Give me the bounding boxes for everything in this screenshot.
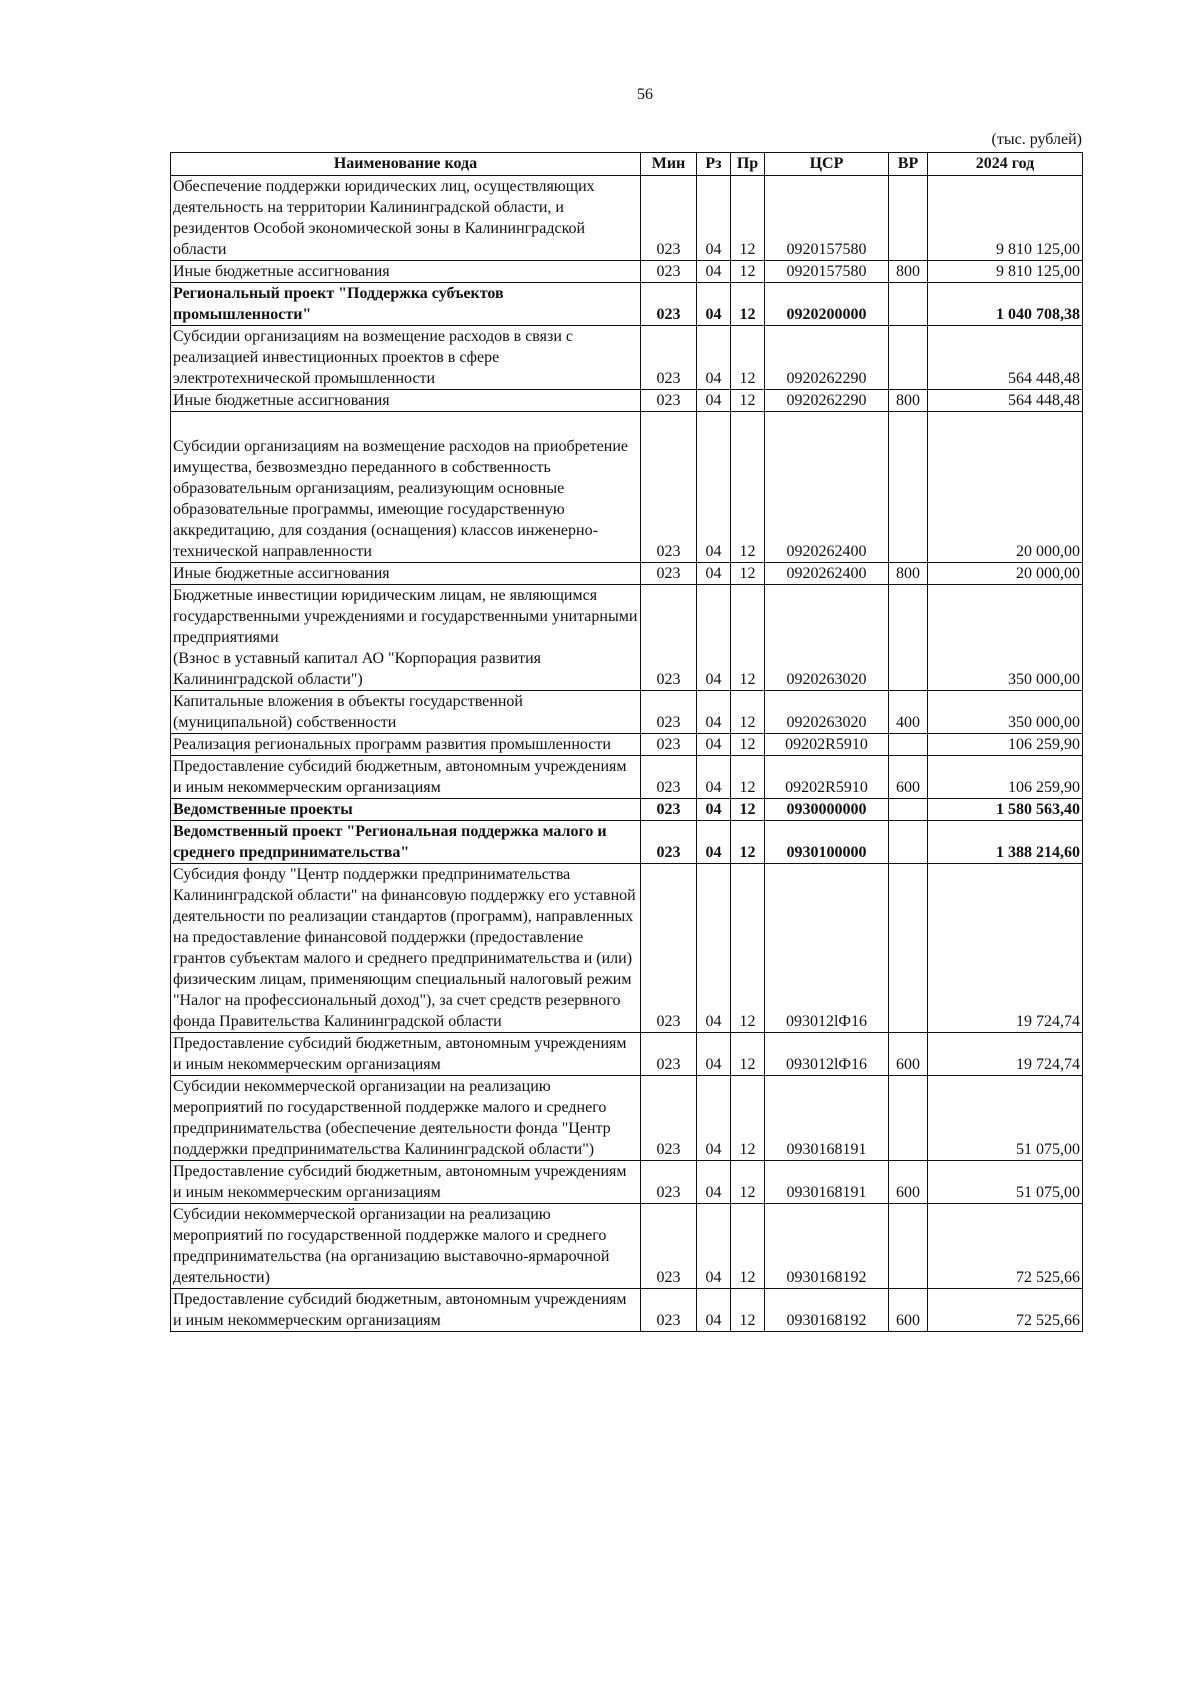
units-label: (тыс. рублей) xyxy=(991,131,1082,148)
header-csr: ЦСР xyxy=(765,153,889,176)
cell-name: Предоставление субсидий бюджетным, автономным учреждениям и иным некоммерческим организациям xyxy=(171,756,641,799)
cell-vr xyxy=(889,412,928,563)
cell-pr: 12 xyxy=(731,585,765,691)
cell-rz: 04 xyxy=(697,326,731,390)
cell-min: 023 xyxy=(641,799,697,821)
cell-rz: 04 xyxy=(697,1033,731,1076)
cell-rz: 04 xyxy=(697,1204,731,1289)
cell-rz: 04 xyxy=(697,283,731,326)
cell-name: Иные бюджетные ассигнования xyxy=(171,563,641,585)
table-row xyxy=(171,326,1083,390)
table-row xyxy=(171,756,1083,799)
cell-csr: 0920157580 xyxy=(765,176,889,261)
cell-amount: 72 525,66 xyxy=(928,1289,1083,1332)
cell-name: Ведомственные проекты xyxy=(171,799,641,821)
table-row xyxy=(171,864,1083,1033)
cell-vr: 800 xyxy=(889,261,928,283)
cell-min: 023 xyxy=(641,585,697,691)
cell-rz: 04 xyxy=(697,1076,731,1161)
cell-amount: 1 040 708,38 xyxy=(928,283,1083,326)
cell-min: 023 xyxy=(641,326,697,390)
table-row xyxy=(171,563,1083,585)
cell-csr: 0930168192 xyxy=(765,1204,889,1289)
cell-min: 023 xyxy=(641,412,697,563)
cell-name: Обеспечение поддержки юридических лиц, осуществляющих деятельность на территории Калининградской области, и резидентов Особой экономической зоны в Калининградской области xyxy=(171,176,641,261)
cell-amount: 1 580 563,40 xyxy=(928,799,1083,821)
cell-min: 023 xyxy=(641,691,697,734)
table-row xyxy=(171,1033,1083,1076)
cell-vr xyxy=(889,799,928,821)
table-row xyxy=(171,1204,1083,1289)
cell-min: 023 xyxy=(641,283,697,326)
cell-amount: 106 259,90 xyxy=(928,734,1083,756)
cell-rz: 04 xyxy=(697,756,731,799)
cell-vr xyxy=(889,1076,928,1161)
cell-vr xyxy=(889,283,928,326)
cell-rz: 04 xyxy=(697,176,731,261)
cell-csr: 0930168191 xyxy=(765,1161,889,1204)
cell-rz: 04 xyxy=(697,799,731,821)
cell-min: 023 xyxy=(641,821,697,864)
cell-csr: 093012lФ16 xyxy=(765,864,889,1033)
cell-vr: 800 xyxy=(889,390,928,412)
cell-amount: 51 075,00 xyxy=(928,1076,1083,1161)
cell-name: Предоставление субсидий бюджетным, автономным учреждениям и иным некоммерческим организациям xyxy=(171,1033,641,1076)
header-min: Мин xyxy=(641,153,697,176)
cell-amount: 72 525,66 xyxy=(928,1204,1083,1289)
cell-csr: 093012lФ16 xyxy=(765,1033,889,1076)
header-name: Наименование кода xyxy=(171,153,641,176)
cell-csr: 0930000000 xyxy=(765,799,889,821)
cell-rz: 04 xyxy=(697,864,731,1033)
cell-amount: 564 448,48 xyxy=(928,326,1083,390)
cell-pr: 12 xyxy=(731,1289,765,1332)
cell-min: 023 xyxy=(641,734,697,756)
cell-rz: 04 xyxy=(697,1161,731,1204)
cell-csr: 0920262400 xyxy=(765,563,889,585)
cell-min: 023 xyxy=(641,390,697,412)
table-row xyxy=(171,1076,1083,1161)
cell-name: Субсидия фонду "Центр поддержки предпринимательства Калининградской области" на финансовую поддержку его уставной деятельности по реализации стандартов (программ), направленных на предоставление финансовой поддержки (предоставление грантов субъектам малого и среднего предпринимательства и (или) физическим лицам, применяющим специальный налоговый режим "Налог на профессиональный доход"), за счет средств резервного фонда Правительства Калининградской области xyxy=(171,864,641,1033)
cell-min: 023 xyxy=(641,261,697,283)
cell-amount: 20 000,00 xyxy=(928,563,1083,585)
table-row xyxy=(171,821,1083,864)
header-vr: ВР xyxy=(889,153,928,176)
cell-min: 023 xyxy=(641,1289,697,1332)
cell-amount: 9 810 125,00 xyxy=(928,176,1083,261)
cell-pr: 12 xyxy=(731,734,765,756)
cell-rz: 04 xyxy=(697,563,731,585)
cell-pr: 12 xyxy=(731,1076,765,1161)
cell-vr: 800 xyxy=(889,563,928,585)
cell-vr xyxy=(889,734,928,756)
cell-amount: 19 724,74 xyxy=(928,864,1083,1033)
cell-csr: 0920157580 xyxy=(765,261,889,283)
cell-rz: 04 xyxy=(697,821,731,864)
cell-name: Субсидии некоммерческой организации на реализацию мероприятий по государственной поддержке малого и среднего предпринимательства (на организацию выставочно-ярмарочной деятельности) xyxy=(171,1204,641,1289)
header-rz: Рз xyxy=(697,153,731,176)
cell-name: Ведомственный проект "Региональная поддержка малого и среднего предпринимательства" xyxy=(171,821,641,864)
cell-vr: 400 xyxy=(889,691,928,734)
table-row xyxy=(171,691,1083,734)
cell-pr: 12 xyxy=(731,1161,765,1204)
cell-amount: 20 000,00 xyxy=(928,412,1083,563)
table-row xyxy=(171,412,1083,563)
cell-pr: 12 xyxy=(731,261,765,283)
table-row xyxy=(171,1161,1083,1204)
cell-min: 023 xyxy=(641,756,697,799)
cell-pr: 12 xyxy=(731,326,765,390)
cell-min: 023 xyxy=(641,864,697,1033)
cell-rz: 04 xyxy=(697,585,731,691)
table-row xyxy=(171,1289,1083,1332)
cell-name: Предоставление субсидий бюджетным, автономным учреждениям и иным некоммерческим организациям xyxy=(171,1161,641,1204)
cell-min: 023 xyxy=(641,1033,697,1076)
table-row xyxy=(171,799,1083,821)
cell-amount: 350 000,00 xyxy=(928,585,1083,691)
table-row xyxy=(171,261,1083,283)
cell-min: 023 xyxy=(641,1161,697,1204)
cell-rz: 04 xyxy=(697,734,731,756)
cell-pr: 12 xyxy=(731,799,765,821)
cell-csr: 0920262290 xyxy=(765,326,889,390)
cell-min: 023 xyxy=(641,563,697,585)
cell-pr: 12 xyxy=(731,412,765,563)
cell-amount: 9 810 125,00 xyxy=(928,261,1083,283)
cell-pr: 12 xyxy=(731,864,765,1033)
cell-vr xyxy=(889,1204,928,1289)
cell-pr: 12 xyxy=(731,563,765,585)
cell-csr: 0920263020 xyxy=(765,585,889,691)
cell-pr: 12 xyxy=(731,390,765,412)
cell-vr xyxy=(889,821,928,864)
header-year: 2024 год xyxy=(928,153,1083,176)
cell-name: Субсидии некоммерческой организации на реализацию мероприятий по государственной поддержке малого и среднего предпринимательства (обеспечение деятельности фонда "Центр поддержки предпринимательства Калининградской области") xyxy=(171,1076,641,1161)
cell-pr: 12 xyxy=(731,1033,765,1076)
cell-name: Иные бюджетные ассигнования xyxy=(171,261,641,283)
cell-name: Субсидии организациям на возмещение расходов в связи с реализацией инвестиционных проектов в сфере электротехнической промышленности xyxy=(171,326,641,390)
cell-vr: 600 xyxy=(889,756,928,799)
cell-name: Бюджетные инвестиции юридическим лицам, не являющимся государственными учреждениями и государственными унитарными предприятиями (Взнос в уставный капитал АО "Корпорация развития Калининградской области") xyxy=(171,585,641,691)
cell-amount: 564 448,48 xyxy=(928,390,1083,412)
cell-min: 023 xyxy=(641,1204,697,1289)
cell-rz: 04 xyxy=(697,261,731,283)
cell-pr: 12 xyxy=(731,1204,765,1289)
cell-vr xyxy=(889,864,928,1033)
table-row xyxy=(171,390,1083,412)
cell-vr xyxy=(889,176,928,261)
page-number: 56 xyxy=(637,86,653,103)
cell-name: Субсидии организациям на возмещение расходов на приобретение имущества, безвозмездно переданного в собственность образовательным организациям, реализующим основные образовательные программы, имеющие государственную аккредитацию, для создания (оснащения) классов инженерно-технической направленности xyxy=(171,412,641,563)
cell-csr: 0930168191 xyxy=(765,1076,889,1161)
cell-name: Региональный проект "Поддержка субъектов промышленности" xyxy=(171,283,641,326)
cell-amount: 19 724,74 xyxy=(928,1033,1083,1076)
cell-amount: 1 388 214,60 xyxy=(928,821,1083,864)
cell-name: Реализация региональных программ развития промышленности xyxy=(171,734,641,756)
cell-amount: 51 075,00 xyxy=(928,1161,1083,1204)
cell-rz: 04 xyxy=(697,1289,731,1332)
cell-csr: 0920263020 xyxy=(765,691,889,734)
table-row xyxy=(171,734,1083,756)
cell-pr: 12 xyxy=(731,756,765,799)
cell-csr: 0930100000 xyxy=(765,821,889,864)
cell-rz: 04 xyxy=(697,390,731,412)
cell-csr: 0920262400 xyxy=(765,412,889,563)
cell-pr: 12 xyxy=(731,176,765,261)
cell-pr: 12 xyxy=(731,283,765,326)
table-row xyxy=(171,176,1083,261)
cell-amount: 106 259,90 xyxy=(928,756,1083,799)
cell-csr: 0920200000 xyxy=(765,283,889,326)
cell-csr: 09202R5910 xyxy=(765,734,889,756)
cell-vr: 600 xyxy=(889,1033,928,1076)
table-row xyxy=(171,283,1083,326)
table-header-row xyxy=(171,153,1083,176)
cell-name: Предоставление субсидий бюджетным, автономным учреждениям и иным некоммерческим организациям xyxy=(171,1289,641,1332)
header-pr: Пр xyxy=(731,153,765,176)
cell-pr: 12 xyxy=(731,821,765,864)
cell-pr: 12 xyxy=(731,691,765,734)
cell-csr: 0930168192 xyxy=(765,1289,889,1332)
cell-vr xyxy=(889,326,928,390)
cell-csr: 0920262290 xyxy=(765,390,889,412)
budget-table xyxy=(170,152,1083,1332)
cell-vr xyxy=(889,585,928,691)
cell-rz: 04 xyxy=(697,691,731,734)
cell-vr: 600 xyxy=(889,1289,928,1332)
cell-name: Капитальные вложения в объекты государственной (муниципальной) собственности xyxy=(171,691,641,734)
table-row xyxy=(171,585,1083,691)
cell-min: 023 xyxy=(641,1076,697,1161)
cell-vr: 600 xyxy=(889,1161,928,1204)
cell-min: 023 xyxy=(641,176,697,261)
cell-name: Иные бюджетные ассигнования xyxy=(171,390,641,412)
cell-amount: 350 000,00 xyxy=(928,691,1083,734)
cell-rz: 04 xyxy=(697,412,731,563)
cell-csr: 09202R5910 xyxy=(765,756,889,799)
